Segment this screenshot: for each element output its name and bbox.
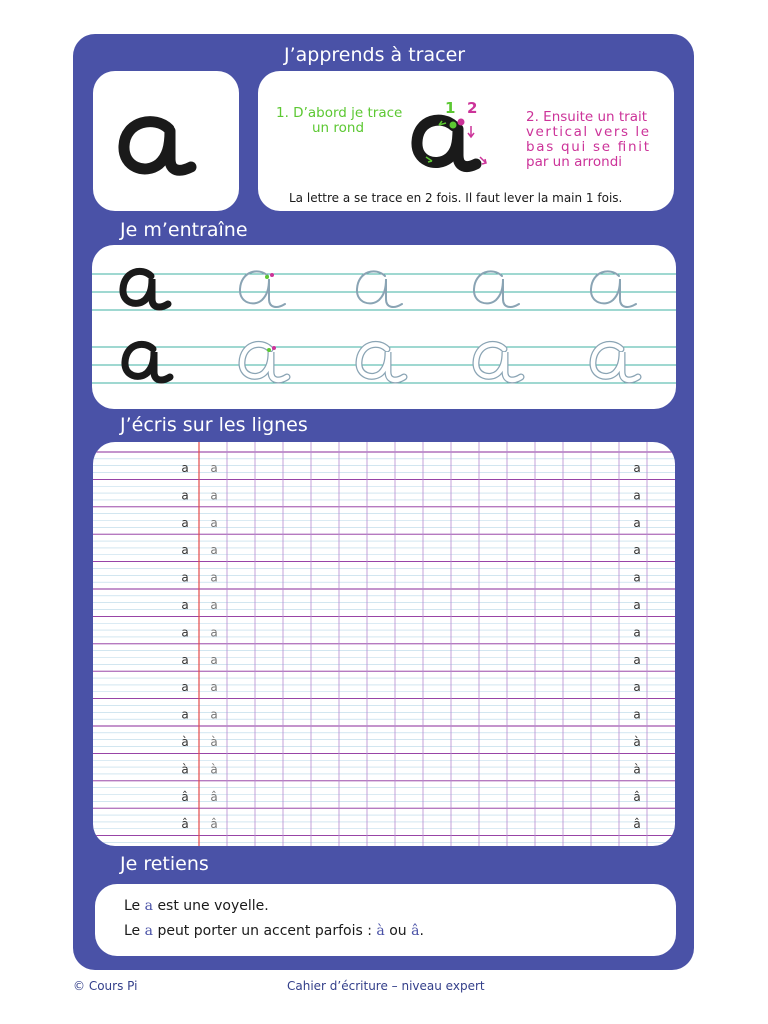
row-model-letter: a: [181, 707, 189, 722]
section-title-write: J’écris sur les lignes: [120, 414, 308, 436]
row-model-letter: a: [181, 598, 189, 612]
row-end-letter: a: [633, 707, 641, 722]
row-model-letter: à: [181, 762, 189, 777]
row-end-letter: à: [633, 735, 641, 749]
step1-text: 1. D’abord je trace: [276, 105, 403, 121]
row-model-letter: a: [181, 680, 189, 695]
step2-text-3: bas qui se finit: [526, 139, 649, 155]
remember-line-1-pre: Le: [124, 898, 141, 914]
remember-panel: [95, 884, 676, 956]
big-letter-glyph: [93, 71, 239, 211]
row-model-letter: a: [181, 461, 189, 475]
seyes-grid: [93, 442, 675, 846]
practice-guide-a-3: [474, 271, 519, 307]
row-model-letter: à: [181, 735, 189, 749]
row-end-letter: a: [633, 652, 641, 667]
practice-lines: [92, 245, 676, 409]
row-guide-letter: a: [210, 515, 218, 530]
remember-line-2-or: ou: [389, 923, 407, 939]
row-model-letter: a: [181, 625, 189, 640]
row-guide-letter: â: [210, 817, 218, 832]
row-guide-letter: a: [210, 570, 218, 585]
row-end-letter: a: [633, 488, 641, 503]
row-end-letter: a: [633, 598, 641, 612]
row-guide-letter: à: [210, 762, 218, 777]
arrow-down-icon: [468, 126, 474, 137]
big-letter-box: [93, 71, 239, 211]
row-end-letter: â: [633, 789, 641, 804]
row-guide-letter: a: [210, 598, 218, 612]
practice-guide-a-1: [240, 271, 285, 307]
section-title-practice: Je m’entraîne: [120, 219, 248, 241]
rule-text: La lettre a se trace en 2 fois. Il faut lever la main 1 fois.: [289, 191, 623, 205]
row-guide-letter: a: [210, 461, 218, 475]
remember-line-1: [124, 898, 269, 914]
practice-model-a-2: [125, 344, 170, 380]
row-guide-letter: a: [210, 543, 218, 558]
remember-letter-a: a: [144, 898, 153, 914]
step2-number: 2: [467, 99, 478, 117]
remember-accent-grave: à: [376, 923, 385, 939]
practice-outline-a-3: [476, 344, 521, 380]
row-model-letter: a: [181, 515, 189, 530]
row-end-letter: a: [633, 625, 641, 640]
row-model-letter: a: [181, 488, 189, 503]
row-guide-letter: a: [210, 488, 218, 503]
remember-line-2-pre: Le: [124, 923, 141, 939]
row-guide-letter: â: [210, 789, 218, 804]
writing-grid-panel: [93, 442, 675, 846]
section-title-learn: J’apprends à tracer: [284, 44, 466, 66]
remember-line-2-mid: peut porter un accent parfois :: [157, 923, 372, 939]
row-end-letter: a: [633, 680, 641, 695]
practice-outline-a-2: [359, 344, 404, 380]
start-dot-2: [458, 119, 465, 126]
row-guide-letter: à: [210, 735, 218, 749]
step1-text-2: un rond: [312, 120, 365, 136]
step2-text-2: vertical vers le: [526, 124, 649, 140]
row-model-letter: a: [181, 570, 189, 585]
remember-accent-circumflex: â: [411, 923, 420, 939]
remember-letter-a-2: a: [144, 923, 153, 939]
remember-line-1-post: est une voyelle.: [157, 898, 269, 914]
row-model-letter: â: [181, 789, 189, 804]
row-model-letter: a: [181, 652, 189, 667]
row-model-letter: a: [181, 543, 189, 558]
row-model-letter: â: [181, 817, 189, 832]
footer-title: Cahier d’écriture – niveau expert: [287, 979, 485, 993]
practice-guide-a-4: [591, 271, 636, 307]
row-guide-letter: a: [210, 625, 218, 640]
row-end-letter: à: [633, 762, 641, 777]
footer-copyright: © Cours Pi: [73, 979, 138, 993]
practice-panel: [92, 245, 676, 409]
remember-line-2: [124, 923, 424, 939]
step2-text-4: par un arrondi: [526, 154, 623, 170]
row-guide-letter: a: [210, 652, 218, 667]
row-end-letter: a: [633, 515, 641, 530]
practice-outline-a-1: [242, 344, 287, 380]
section-title-remember: Je retiens: [120, 853, 209, 875]
remember-line-2-end: .: [419, 923, 424, 939]
step2-text-1: 2. Ensuite un trait: [526, 109, 648, 125]
practice-outline-a-4: [593, 344, 638, 380]
instruction-panel: [258, 71, 674, 211]
row-end-letter: a: [633, 461, 641, 475]
row-end-letter: â: [633, 817, 641, 832]
row-guide-letter: a: [210, 680, 218, 695]
start-dot-1: [450, 122, 457, 129]
instruction-drawing: [258, 71, 674, 211]
row-end-letter: a: [633, 570, 641, 585]
practice-guide-a-2: [357, 271, 402, 307]
step1-number: 1: [445, 99, 456, 117]
demo-letter-a: [417, 120, 476, 166]
row-end-letter: a: [633, 543, 641, 558]
practice-model-a-1: [123, 271, 168, 307]
row-guide-letter: a: [210, 707, 218, 722]
